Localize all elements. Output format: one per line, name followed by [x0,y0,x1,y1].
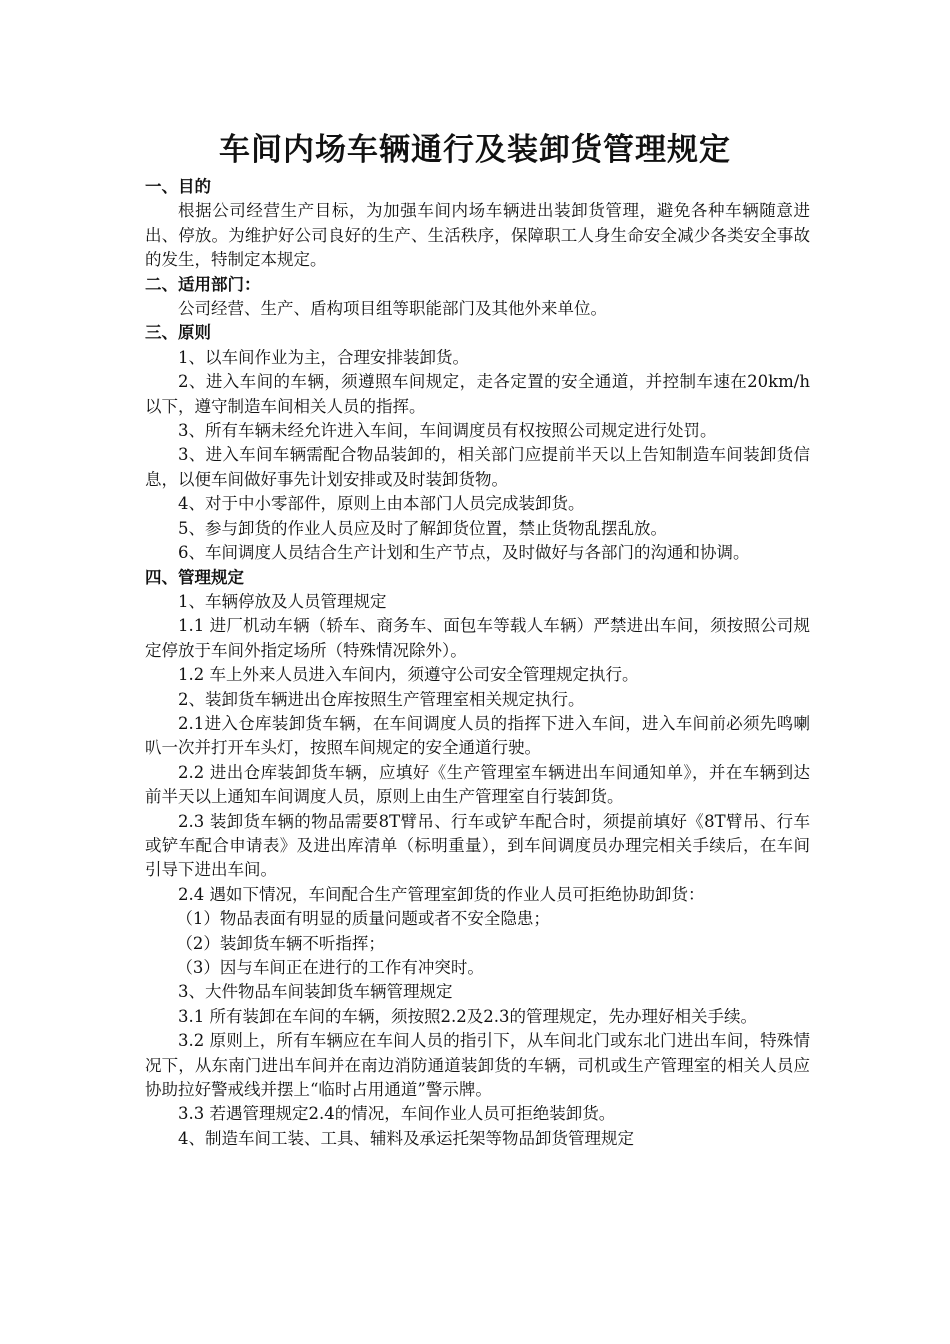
paragraph: 5、参与卸货的作业人员应及时了解卸货位置，禁止货物乱摆乱放。 [178,518,667,538]
list-item: （2）装卸货车辆不听指挥； [176,933,385,953]
section-heading: 四、管理规定 [145,567,244,587]
paragraph: 6、车间调度人员结合生产计划和生产节点，及时做好与各部门的沟通和协调。 [178,543,750,563]
paragraph: 4、对于中小零部件，原则上由本部门人员完成装卸货。 [178,494,585,514]
document-body [145,175,810,1151]
paragraph: 2.4 遇如下情况，车间配合生产管理室卸货的作业人员可拒绝协助卸货： [178,884,705,904]
paragraph: 3.3 若遇管理规定2.4的情况，车间作业人员可拒绝装卸货。 [178,1104,616,1124]
paragraph: 2.2 进出仓库装卸货车辆，应填好《生产管理室车辆进出车间通知单》，并在车辆到达前半天以上通知车间调度人员，原则上由生产管理室自行装卸货。 [145,762,810,807]
paragraph: 根据公司经营生产目标，为加强车间内场车辆进出装卸货管理，避免各种车辆随意进出、停放。为维护好公司良好的生产、生活秩序，保障职工人身生命安全减少各类安全事故的发生，特制定本规定。 [145,201,810,270]
paragraph: 2.3 装卸货车辆的物品需要8T臂吊、行车或铲车配合时，须提前填好《8T臂吊、行车或铲车配合申请表》及进出库清单（标明重量），到车间调度员办理完相关手续后，在车间引导下进出车间。 [145,811,810,880]
paragraph: 1、以车间作业为主，合理安排装卸货。 [178,347,469,367]
paragraph: 1、车辆停放及人员管理规定 [178,591,387,611]
list-item: （3）因与车间正在进行的工作有冲突时。 [176,958,484,977]
paragraph: 1.2 车上外来人员进入车间内，须遵守公司安全管理规定执行。 [178,665,639,685]
paragraph: 3、大件物品车间装卸货车辆管理规定 [178,982,453,1002]
paragraph: 4、制造车间工装、工具、辅料及承运托架等物品卸货管理规定 [178,1128,634,1148]
paragraph: 3、所有车辆未经允许进入车间，车间调度员有权按照公司规定进行处罚。 [178,421,717,441]
paragraph: 3、进入车间车辆需配合物品装卸的，相关部门应提前半天以上告知制造车间装卸货信息，以便车间做好事先计划安排或及时装卸货物。 [145,445,810,489]
list-item: （1）物品表面有明显的质量问题或者不安全隐患； [176,909,550,929]
paragraph: 2.1进入仓库装卸货车辆，在车间调度人员的指挥下进入车间，进入车间前必须先鸣喇叭一次并打开车头灯，按照车间规定的安全通道行驶。 [145,713,810,758]
section-heading: 三、原则 [145,323,211,343]
paragraph: 公司经营、生产、盾构项目组等职能部门及其他外来单位。 [178,299,607,319]
section-heading: 二、适用部门： [145,274,261,294]
document-title: 车间内场车辆通行及装卸货管理规定 [219,132,731,168]
paragraph: 2、进入车间的车辆，须遵照车间规定，走各定置的安全通道，并控制车速在20km/h以下，遵守制造车间相关人员的指挥。 [145,372,810,416]
paragraph: 1.1 进厂机动车辆（轿车、商务车、面包车等载人车辆）严禁进出车间，须按照公司规定停放于车间外指定场所（特殊情况除外）。 [145,616,810,660]
section-heading: 一、目的 [145,177,211,196]
paragraph: 3.2 原则上，所有车辆应在车间人员的指引下，从车间北门或东北门进出车间，特殊情况下，从东南门进出车间并在南边消防通道装卸货的车辆，司机或生产管理室的相关人员应协助拉好警戒线并摆上“临时占用通道”警示牌。 [145,1031,810,1100]
paragraph: 3.1 所有装卸在车间的车辆，须按照2.2及2.3的管理规定，先办理好相关手续。 [178,1006,757,1026]
paragraph: 2、装卸货车辆进出仓库按照生产管理室相关规定执行。 [178,689,585,709]
